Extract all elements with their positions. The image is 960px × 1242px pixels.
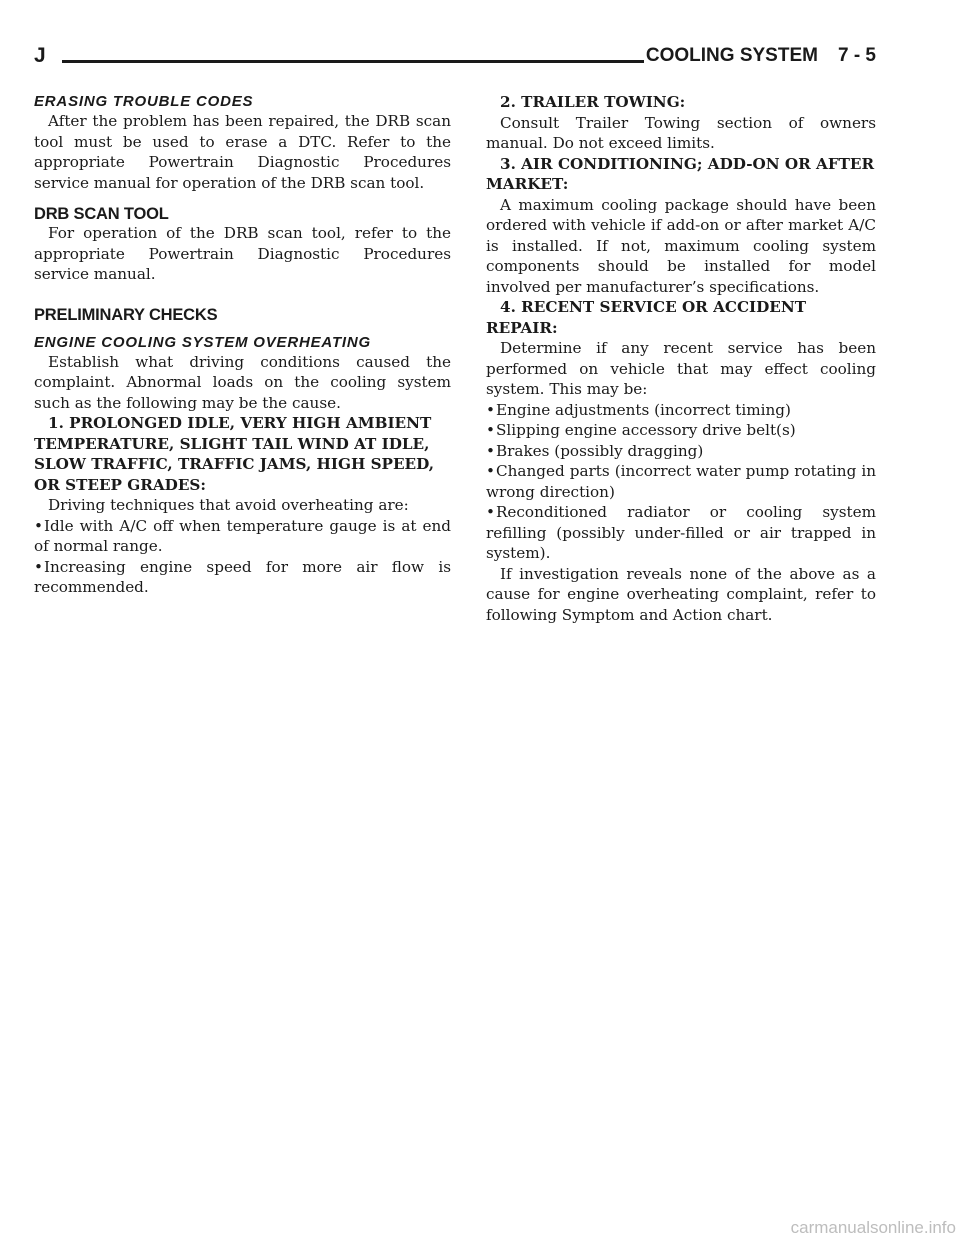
item1-heading: 1. PROLONGED IDLE, VERY HIGH AMBIENT TEMPERATURE, SLIGHT TAIL WIND AT IDLE, SLOW TRAFFIC, TRAFFIC JAMS, HIGH SPEED, OR STEEP GRADES:: [34, 414, 435, 494]
bullet-icon: •: [486, 400, 495, 419]
item4-paragraph: Determine if any recent service has been performed on vehicle that may effect cooling system. This may be:: [486, 339, 876, 398]
list-item: •Slipping engine accessory drive belt(s): [486, 421, 796, 439]
item3-paragraph: A maximum cooling package should have been ordered with vehicle if add-on or after market A/C is installed. If not, maximum cooling system components should be installed for model involved per manufacturer’s specifications.: [486, 195, 876, 296]
header-section: COOLING SYSTEM: [645, 45, 818, 66]
bullet-icon: •: [34, 557, 43, 576]
overheat-heading: ENGINE COOLING SYSTEM OVERHEATING: [34, 333, 371, 351]
item2-heading: 2. TRAILER TOWING:: [500, 93, 686, 111]
closing-paragraph: If investigation reveals none of the above as a cause for engine overheating complaint, refer to following Symptom and Action chart.: [486, 564, 876, 624]
header-title-block: [646, 45, 876, 67]
drb-paragraph: For operation of the DRB scan tool, refer to the appropriate Powertrain Diagnostic Procedures service manual.: [34, 224, 451, 283]
overheat-paragraph: Establish what driving conditions caused the complaint. Abnormal loads on the cooling system such as the following may be the cause.: [34, 352, 451, 412]
bullet-icon: •: [486, 441, 495, 460]
right-column: [486, 92, 876, 625]
prelim-heading: PRELIMINARY CHECKS: [34, 305, 218, 324]
item3-heading: 3. AIR CONDITIONING; ADD-ON OR AFTER MARKET:: [486, 154, 875, 193]
page-number: 7 - 5: [837, 45, 876, 66]
erasing-heading: ERASING TROUBLE CODES: [34, 93, 254, 110]
bullet-icon: •: [486, 421, 495, 439]
list-item: •Engine adjustments (incorrect timing): [486, 400, 791, 419]
header-rule: [62, 60, 644, 63]
erasing-paragraph: After the problem has been repaired, the DRB scan tool must be used to erase a DTC. Refer to the appropriate Powertrain Diagnostic Procedures service manual for operation of the DRB scan tool.: [34, 112, 451, 192]
left-column: [34, 92, 451, 598]
bullet-icon: •: [486, 462, 495, 480]
list-item: •Changed parts (incorrect water pump rotating in wrong direction): [486, 462, 876, 501]
list-item: •Increasing engine speed for more air flow is recommended.: [34, 557, 451, 596]
list-item: •Brakes (possibly dragging): [486, 441, 704, 460]
list-item: •Reconditioned radiator or cooling system refilling (possibly under-filled or air trapped in system).: [486, 503, 876, 562]
item4-heading: 4. RECENT SERVICE OR ACCIDENT REPAIR:: [486, 298, 807, 337]
header-letter: J: [34, 44, 46, 67]
page-header: [34, 44, 876, 78]
list-item: •Idle with A/C off when temperature gauge is at end of normal range.: [34, 516, 451, 555]
bullet-icon: •: [486, 503, 495, 521]
item2-paragraph: Consult Trailer Towing section of owners manual. Do not exceed limits.: [486, 113, 876, 152]
drb-heading: DRB SCAN TOOL: [34, 205, 169, 223]
watermark: carmanualsonline.info: [790, 1218, 956, 1237]
item1-paragraph: Driving techniques that avoid overheating are:: [48, 496, 409, 514]
bullet-icon: •: [34, 516, 43, 535]
